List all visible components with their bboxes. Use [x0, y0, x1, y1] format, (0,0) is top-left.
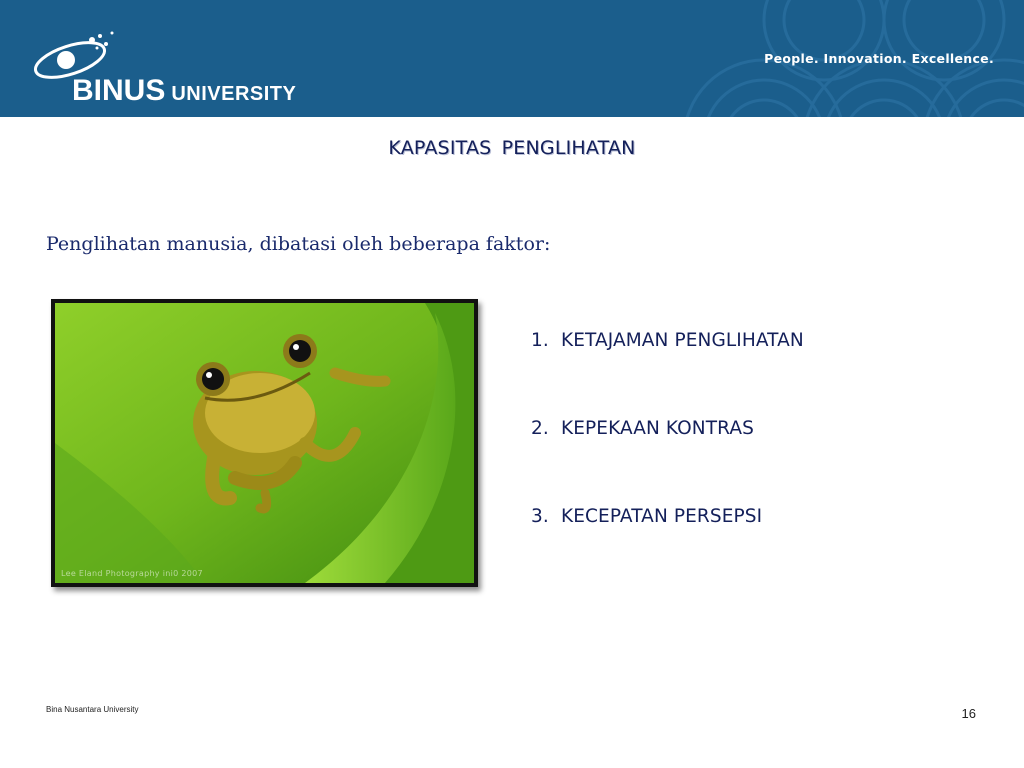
- logo-sub-text: UNIVERSITY: [171, 83, 297, 105]
- photo-credit: Lee Eland Photography ini0 2007: [61, 569, 203, 578]
- intro-text: Penglihatan manusia, dibatasi oleh beberapa faktor:: [46, 233, 551, 255]
- factor-label: KEPEKAAN KONTRAS: [561, 418, 754, 439]
- factor-number: 3.: [531, 506, 549, 527]
- factor-number: 1.: [531, 330, 549, 351]
- factor-item: [531, 330, 804, 418]
- page-number: 16: [961, 706, 976, 721]
- frog-photo: [51, 299, 478, 587]
- factor-item: [531, 418, 804, 506]
- slide-title: KAPASITAS PENGLIHATAN: [388, 137, 636, 159]
- factor-number: 2.: [531, 418, 549, 439]
- frog-on-leaf-image: [55, 303, 474, 583]
- factor-item: [531, 506, 804, 594]
- footer-institution: Bina Nusantara University: [46, 705, 139, 714]
- factor-label: KECEPATAN PERSEPSI: [561, 506, 763, 527]
- factor-label: KETAJAMAN PENGLIHATAN: [561, 330, 804, 351]
- binus-logo: [22, 18, 302, 108]
- logo-main-text: BINUS: [72, 74, 166, 107]
- tagline: People. Innovation. Excellence.: [764, 51, 994, 66]
- logo-wordmark: [72, 74, 296, 108]
- header-banner: [0, 0, 1024, 117]
- factor-list: [531, 330, 804, 594]
